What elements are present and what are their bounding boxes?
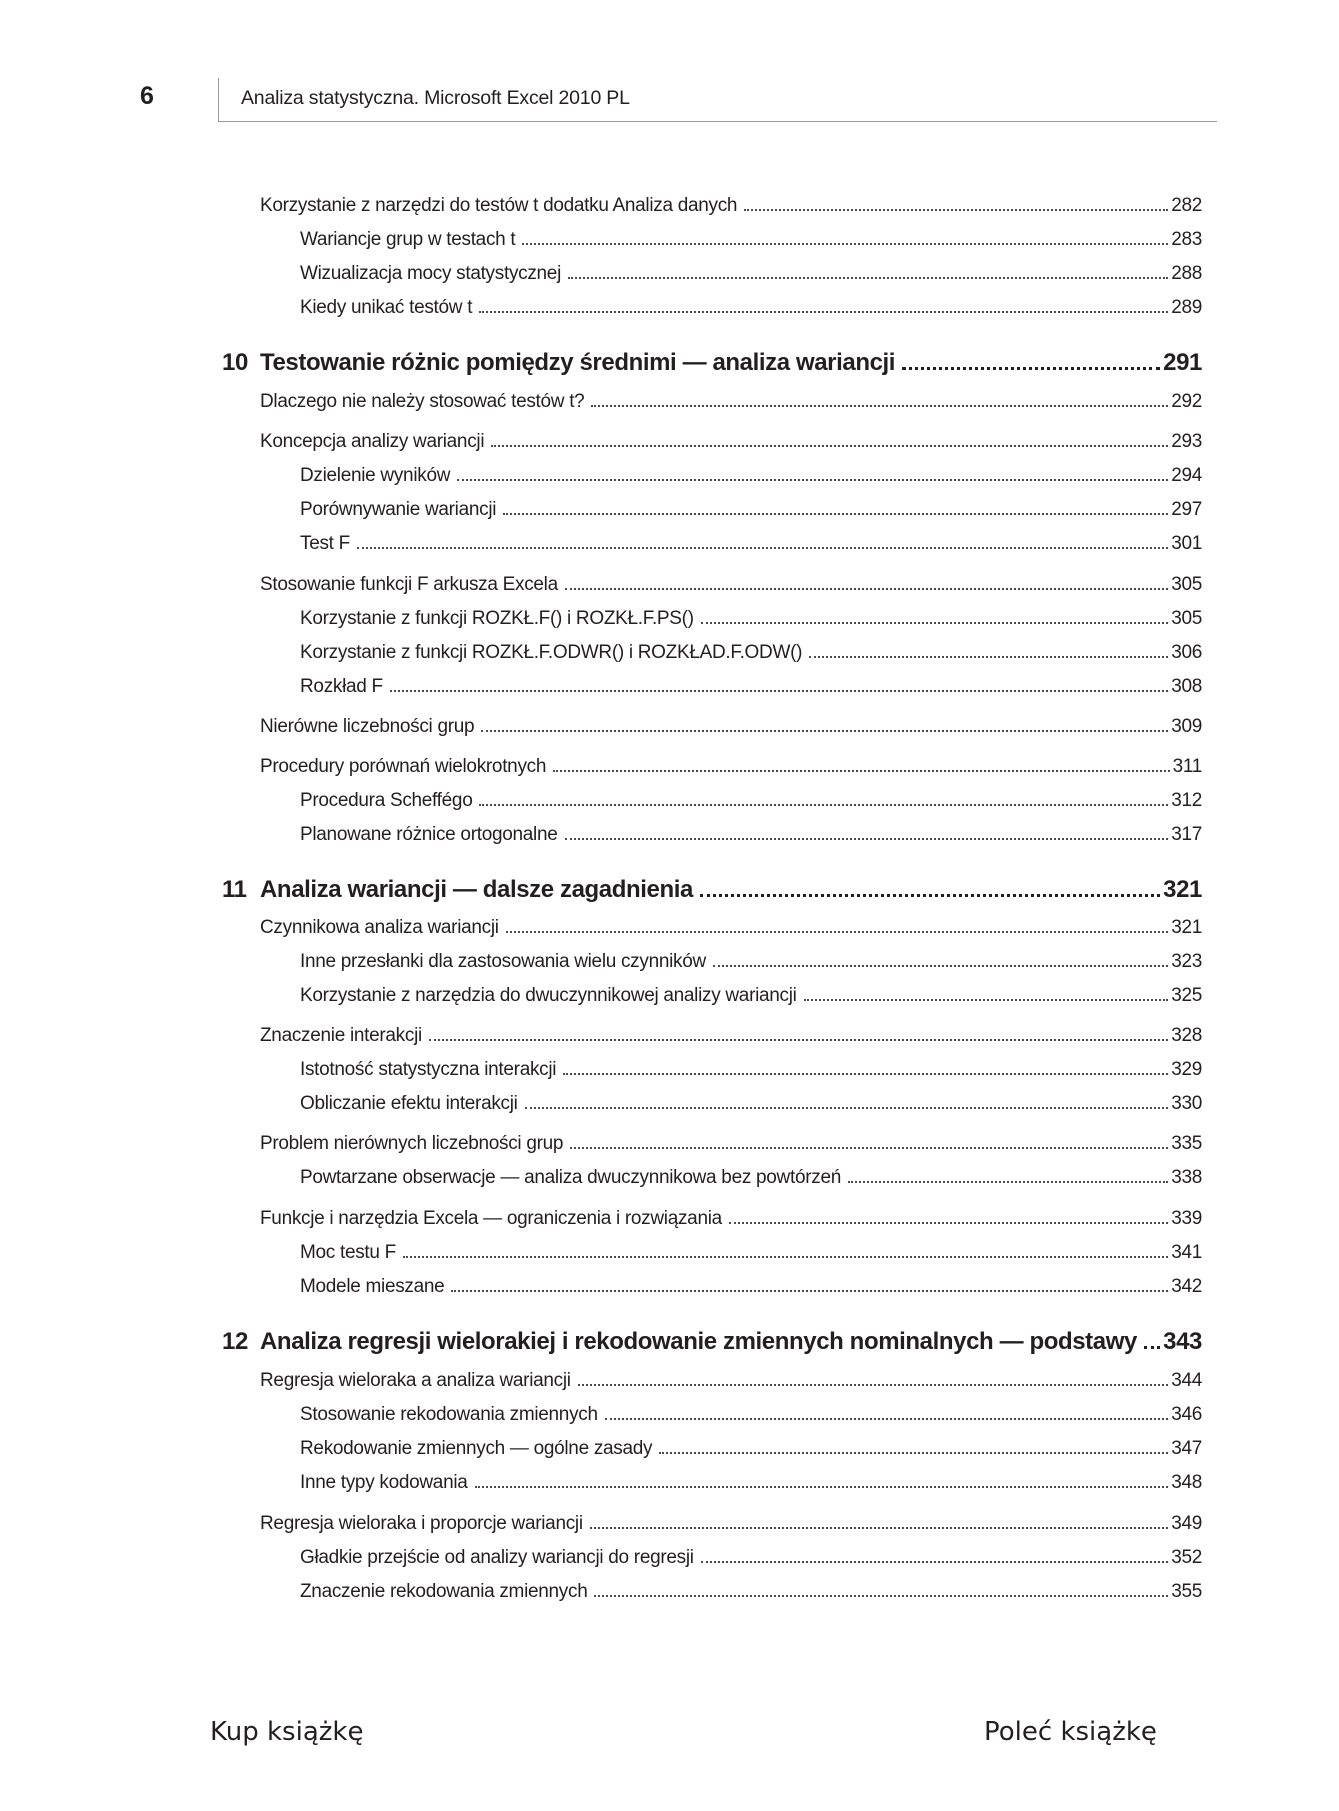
toc-entry-title: Istotność statystyczna interakcji [300, 1059, 557, 1080]
toc-page-number: 311 [1172, 756, 1202, 777]
toc-entry-title: Gładkie przejście od analizy wariancji do regresji [300, 1547, 694, 1568]
toc-leader-dots [570, 1146, 1168, 1149]
toc-entry [300, 1049, 1202, 1079]
toc-page-number: 321 [1171, 917, 1202, 938]
toc-chapter-number: 12 [222, 1328, 248, 1355]
toc-entry-title: Regresja wieloraka i proporcje wariancji [260, 1513, 583, 1534]
toc-page-number: 342 [1171, 1276, 1202, 1297]
toc-leader-dots [700, 893, 1160, 897]
toc-entry-title: Stosowanie rekodowania zmiennych [300, 1404, 598, 1425]
toc-leader-dots [522, 242, 1168, 245]
toc-entry-title: Korzystanie z funkcji ROZKŁ.F.ODWR() i ROZKŁAD.F.ODW() [300, 642, 803, 663]
toc-leader-dots [503, 512, 1168, 515]
toc-entry [260, 1123, 1202, 1153]
toc-leader-dots [506, 930, 1168, 933]
toc-page-number: 297 [1171, 499, 1202, 520]
running-header-title: Analiza statystyczna. Microsoft Excel 2010 PL [241, 87, 630, 109]
toc-leader-dots [553, 769, 1170, 772]
toc-leader-dots [565, 837, 1169, 840]
toc-entry-title: Korzystanie z funkcji ROZKŁ.F() i ROZKŁ.F.PS() [300, 608, 694, 629]
toc-entry-title: Wizualizacja mocy statystycznej [300, 263, 561, 284]
toc-entry-title: Porównywanie wariancji [300, 499, 497, 520]
toc-entry-title: Test F [300, 533, 350, 554]
toc-page-number: 305 [1171, 574, 1202, 595]
toc-entry-title: Obliczanie efektu interakcji [300, 1093, 518, 1114]
toc-entry-title: Moc testu F [300, 1242, 396, 1263]
toc-page-number: 282 [1171, 195, 1202, 216]
toc-page-number: 346 [1171, 1404, 1202, 1425]
buy-book-link[interactable]: Kup książkę [210, 1717, 364, 1747]
recommend-book-link[interactable]: Poleć książkę [984, 1717, 1157, 1747]
toc-entry [300, 253, 1202, 283]
toc-leader-dots [659, 1451, 1168, 1454]
toc-entry [300, 455, 1202, 485]
toc-entry-title: Czynnikowa analiza wariancji [260, 917, 499, 938]
toc-leader-dots [594, 1594, 1168, 1597]
toc-entry [300, 780, 1202, 810]
toc-entry [260, 381, 1202, 411]
toc-page-number: 308 [1171, 676, 1202, 697]
toc-page-number: 306 [1171, 642, 1202, 663]
toc-entry-title: Analiza wariancji — dalsze zagadnienia [260, 876, 693, 903]
toc-chapter-number: 10 [222, 349, 248, 376]
toc-entry-title: Analiza regresji wielorakiej i rekodowanie zmiennych nominalnych — podstawy [260, 1328, 1137, 1355]
toc-entry-title: Koncepcja analizy wariancji [260, 431, 485, 452]
toc-page-number: 301 [1171, 533, 1202, 554]
toc-page-number: 305 [1171, 608, 1202, 629]
toc-entry [300, 1428, 1202, 1458]
toc-page-number: 288 [1171, 263, 1202, 284]
toc-entry-title: Wariancje grup w testach t [300, 229, 516, 250]
toc-entry-title: Dlaczego nie należy stosować testów t? [260, 391, 585, 412]
toc-leader-dots [491, 444, 1168, 447]
page-number: 6 [140, 82, 154, 110]
toc-leader-dots [1144, 1345, 1160, 1349]
toc-entry-title: Powtarzane obserwacje — analiza dwuczynnikowa bez powtórzeń [300, 1167, 841, 1188]
toc-entry [300, 814, 1202, 844]
toc-entry-title: Stosowanie funkcji F arkusza Excela [260, 574, 558, 595]
toc-page-number: 347 [1171, 1438, 1202, 1459]
toc-entry [260, 907, 1202, 937]
toc-leader-dots [590, 1526, 1168, 1529]
toc-entry [300, 666, 1202, 696]
toc-entry-title: Regresja wieloraka a analiza wariancji [260, 1370, 571, 1391]
toc-entry [300, 1266, 1202, 1296]
toc-leader-dots [457, 478, 1168, 481]
toc-chapter [222, 339, 1202, 375]
toc-page-number: 348 [1171, 1472, 1202, 1493]
toc-leader-dots [481, 729, 1168, 732]
toc-page-number: 338 [1171, 1167, 1202, 1188]
toc-leader-dots [848, 1180, 1168, 1183]
toc-entry-title: Rozkład F [300, 676, 383, 697]
toc-entry [300, 1083, 1202, 1113]
toc-entry [300, 489, 1202, 519]
toc-leader-dots [357, 546, 1168, 549]
toc-page-number: 349 [1171, 1513, 1202, 1534]
toc-entry [300, 1537, 1202, 1567]
toc-entry [300, 523, 1202, 553]
toc-page-number: 323 [1171, 951, 1202, 972]
toc-leader-dots [403, 1255, 1168, 1258]
toc-entry [300, 219, 1202, 249]
toc-leader-dots [525, 1106, 1169, 1109]
toc-entry-title: Funkcje i narzędzia Excela — ograniczenia i rozwiązania [260, 1208, 722, 1229]
toc-page-number: 292 [1171, 391, 1202, 412]
toc-entry [300, 1571, 1202, 1601]
toc-page-number: 335 [1171, 1133, 1202, 1154]
toc-page-number: 283 [1171, 229, 1202, 250]
toc-chapter [222, 1318, 1202, 1354]
toc-entry [260, 185, 1202, 215]
toc-leader-dots [701, 621, 1168, 624]
toc-entry [260, 1503, 1202, 1533]
toc-page-number: 325 [1171, 985, 1202, 1006]
toc-leader-dots [563, 1072, 1168, 1075]
toc-entry [300, 632, 1202, 662]
toc-chapter [222, 866, 1202, 902]
toc-entry-title: Testowanie różnic pomiędzy średnimi — analiza wariancji [260, 349, 896, 376]
toc-entry [300, 287, 1202, 317]
toc-entry [300, 941, 1202, 971]
toc-entry-title: Dzielenie wyników [300, 465, 451, 486]
toc-leader-dots [902, 366, 1160, 370]
toc-entry [300, 1157, 1202, 1187]
toc-page-number: 339 [1171, 1208, 1202, 1229]
toc-leader-dots [591, 404, 1168, 407]
toc-page-number: 294 [1171, 465, 1202, 486]
toc-entry [260, 1015, 1202, 1045]
toc-entry-title: Planowane różnice ortogonalne [300, 824, 558, 845]
toc-page-number: 352 [1171, 1547, 1202, 1568]
toc-entry [300, 1462, 1202, 1492]
toc-entry-title: Znaczenie interakcji [260, 1025, 422, 1046]
toc-entry [300, 598, 1202, 628]
toc-entry-title: Korzystanie z narzędzia do dwuczynnikowej analizy wariancji [300, 985, 797, 1006]
toc-entry-title: Modele mieszane [300, 1276, 445, 1297]
toc-page-number: 293 [1171, 431, 1202, 452]
toc-leader-dots [565, 587, 1168, 590]
toc-entry [260, 564, 1202, 594]
toc-leader-dots [475, 1485, 1169, 1488]
toc-leader-dots [578, 1383, 1168, 1386]
toc-leader-dots [809, 655, 1168, 658]
toc-leader-dots [729, 1221, 1168, 1224]
toc-page-number: 341 [1171, 1242, 1202, 1263]
toc-entry-title: Procedura Scheffégo [300, 790, 473, 811]
toc-entry [260, 706, 1202, 736]
toc-page-number: 317 [1171, 824, 1202, 845]
toc-page-number: 321 [1163, 876, 1202, 903]
toc-page-number: 343 [1163, 1328, 1202, 1355]
toc-entry [260, 1360, 1202, 1390]
toc-chapter-number: 11 [222, 876, 247, 903]
toc-leader-dots [390, 689, 1168, 692]
toc-entry [260, 421, 1202, 451]
toc-leader-dots [479, 803, 1168, 806]
toc-entry-title: Kiedy unikać testów t [300, 297, 473, 318]
toc-entry-title: Rekodowanie zmiennych — ogólne zasady [300, 1438, 653, 1459]
toc-entry-title: Inne typy kodowania [300, 1472, 468, 1493]
toc-entry-title: Znaczenie rekodowania zmiennych [300, 1581, 588, 1602]
toc-leader-dots [568, 276, 1168, 279]
toc-leader-dots [744, 208, 1168, 211]
toc-leader-dots [479, 310, 1168, 313]
toc-entry-title: Problem nierównych liczebności grup [260, 1133, 564, 1154]
toc-entry [300, 975, 1202, 1005]
toc-page-number: 344 [1171, 1370, 1202, 1391]
toc-page-number: 329 [1171, 1059, 1202, 1080]
toc-entry [300, 1232, 1202, 1262]
toc-entry-title: Korzystanie z narzędzi do testów t dodatku Analiza danych [260, 195, 738, 216]
toc-entry-title: Procedury porównań wielokrotnych [260, 756, 547, 777]
toc-leader-dots [713, 964, 1168, 967]
toc-leader-dots [701, 1560, 1169, 1563]
toc-page-number: 330 [1171, 1093, 1202, 1114]
toc-page-number: 291 [1163, 349, 1202, 376]
toc-entry-title: Inne przesłanki dla zastosowania wielu czynników [300, 951, 706, 972]
toc-page-number: 289 [1171, 297, 1202, 318]
toc-entry-title: Nierówne liczebności grup [260, 716, 475, 737]
toc-leader-dots [451, 1289, 1168, 1292]
toc-entry [300, 1394, 1202, 1424]
toc-leader-dots [804, 998, 1169, 1001]
toc-page-number: 328 [1171, 1025, 1202, 1046]
toc-page-number: 309 [1171, 716, 1202, 737]
toc-leader-dots [429, 1038, 1168, 1041]
toc-page-number: 355 [1171, 1581, 1202, 1602]
toc-leader-dots [605, 1417, 1168, 1420]
toc-entry [260, 746, 1202, 776]
toc-entry [260, 1198, 1202, 1228]
toc-page-number: 312 [1171, 790, 1202, 811]
